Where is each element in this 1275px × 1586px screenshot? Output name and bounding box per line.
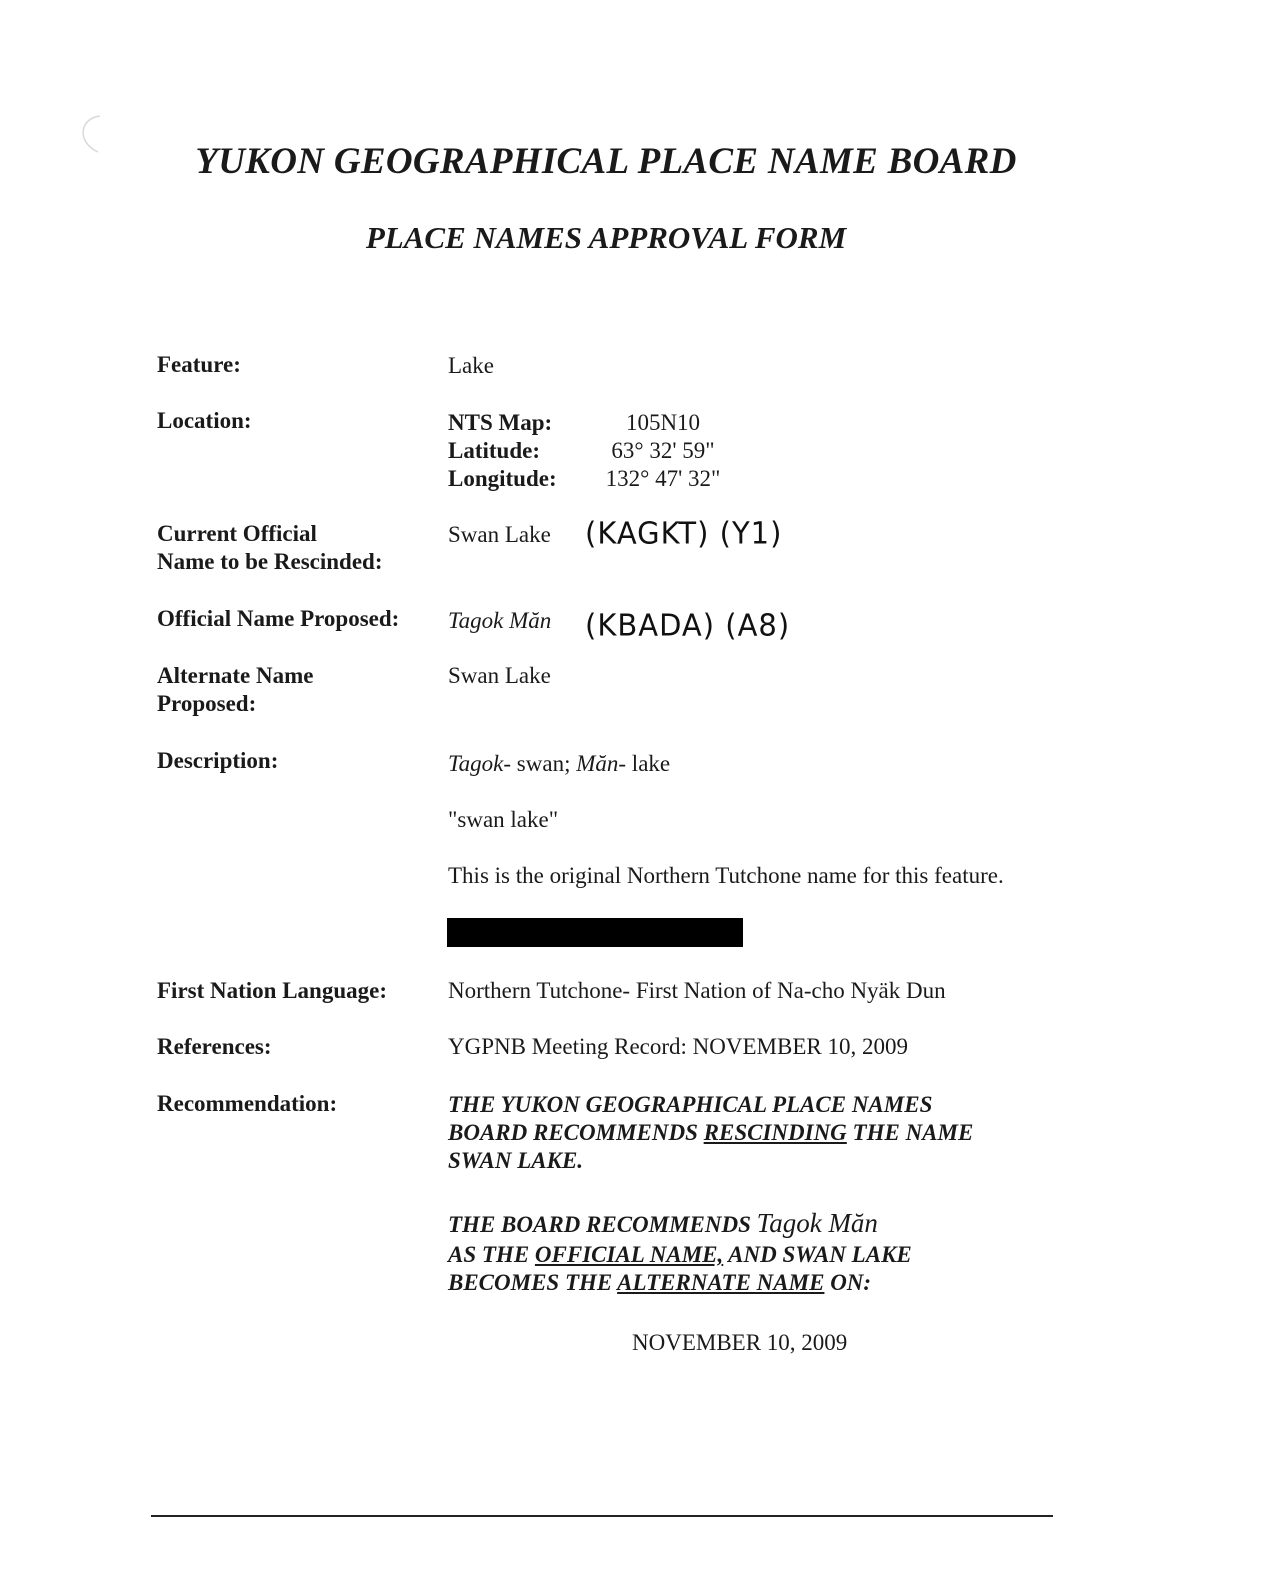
longitude-row bbox=[448, 465, 738, 493]
rec-proposed-name: Tagok Măn bbox=[756, 1208, 878, 1238]
description-note: This is the original Northern Tutchone name for this feature. bbox=[448, 863, 1004, 888]
recommendation-p1-line2 bbox=[448, 1119, 973, 1147]
nts-map-label: NTS Map: bbox=[448, 410, 553, 435]
alternate-label-line1: Alternate Name bbox=[157, 663, 314, 688]
rec-official-name-underlined: OFFICIAL NAME, bbox=[534, 1242, 724, 1267]
feature-value: Lake bbox=[448, 353, 494, 378]
description-word-man: Măn bbox=[576, 751, 619, 776]
footer-rule bbox=[151, 1515, 1053, 1517]
rec-p2-line3-end: ON: bbox=[824, 1270, 872, 1295]
rec-p2-line1-start: THE BOARD RECOMMENDS bbox=[448, 1212, 757, 1237]
description-gloss-swan: - swan; bbox=[503, 751, 577, 776]
recommendation-date: NOVEMBER 10, 2009 bbox=[632, 1330, 848, 1355]
rec-p2-line2-end: AND SWAN LAKE bbox=[723, 1242, 912, 1267]
language-value: Northern Tutchone- First Nation of Na-cho Nyäk Dun bbox=[448, 978, 946, 1003]
alternate-value: Swan Lake bbox=[448, 663, 551, 688]
recommendation-p2-line2 bbox=[448, 1241, 912, 1269]
description-gloss-lake: - lake bbox=[618, 751, 671, 776]
rec-p1-line2-end: THE NAME bbox=[846, 1120, 974, 1145]
latitude-row bbox=[448, 437, 738, 465]
handwritten-code-proposed: (KBADA) (A8) bbox=[585, 607, 791, 643]
rec-p2-line2-start: AS THE bbox=[448, 1242, 535, 1267]
description-label: Description: bbox=[157, 748, 279, 773]
references-label: References: bbox=[157, 1034, 272, 1059]
handwritten-code-current: (KAGKT) (Y1) bbox=[585, 515, 783, 551]
location-label: Location: bbox=[157, 408, 252, 433]
nts-map-value: 105N10 bbox=[625, 410, 701, 435]
description-translation: "swan lake" bbox=[448, 807, 559, 832]
current-official-label-line2: Name to be Rescinded: bbox=[157, 549, 383, 574]
form-subtitle: PLACE NAMES APPROVAL FORM bbox=[365, 220, 847, 255]
rec-rescinding-underlined: RESCINDING bbox=[703, 1120, 847, 1145]
alternate-label-line2: Proposed: bbox=[157, 691, 257, 716]
current-official-value: Swan Lake bbox=[448, 522, 551, 547]
recommendation-p1-line3: SWAN LAKE. bbox=[448, 1148, 584, 1173]
redaction-bar bbox=[447, 918, 743, 947]
references-value: YGPNB Meeting Record: NOVEMBER 10, 2009 bbox=[448, 1034, 908, 1059]
official-proposed-value: Tagok Măn bbox=[448, 608, 552, 633]
recommendation-p1-line1: THE YUKON GEOGRAPHICAL PLACE NAMES bbox=[448, 1092, 933, 1117]
current-official-label-line1: Current Official bbox=[157, 521, 317, 546]
longitude-value: 132° 47' 32" bbox=[605, 466, 721, 491]
form-title: YUKON GEOGRAPHICAL PLACE NAME BOARD bbox=[195, 141, 1017, 182]
recommendation-p2-line1 bbox=[448, 1209, 878, 1239]
latitude-value: 63° 32' 59" bbox=[611, 438, 715, 463]
description-gloss bbox=[448, 750, 670, 778]
recommendation-p2-line3 bbox=[448, 1269, 871, 1297]
recommendation-label: Recommendation: bbox=[157, 1091, 338, 1116]
longitude-label: Longitude: bbox=[448, 466, 557, 491]
nts-map-row bbox=[448, 409, 738, 437]
language-label: First Nation Language: bbox=[157, 978, 387, 1003]
latitude-label: Latitude: bbox=[448, 438, 540, 463]
punch-hole-mark bbox=[70, 112, 110, 156]
description-word-tagok: Tagok bbox=[448, 751, 504, 776]
rec-alternate-name-underlined: ALTERNATE NAME bbox=[617, 1270, 825, 1295]
official-proposed-label: Official Name Proposed: bbox=[157, 606, 400, 631]
rec-p2-line3-start: BECOMES THE bbox=[448, 1270, 618, 1295]
rec-p1-line2-start: BOARD RECOMMENDS bbox=[448, 1120, 704, 1145]
feature-label: Feature: bbox=[157, 352, 241, 377]
